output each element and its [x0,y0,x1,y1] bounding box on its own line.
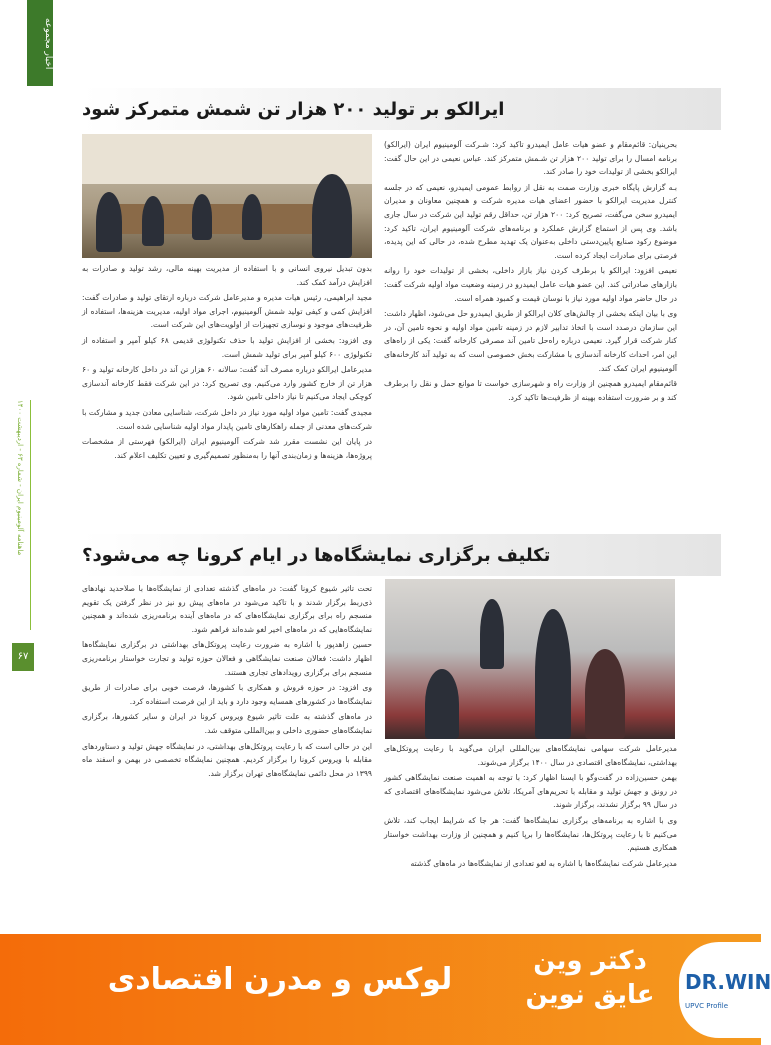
paragraph: وی افزود: بخشی از افزایش تولید با حذف تکنولوژی قدیمی ۶۸ کیلو آمپر و استفاده از تکنولوژی ۶۰۰ کیلو آمپر برای تولید شمش است. [82,335,372,359]
paragraph: مجیدی گفت: تامین مواد اولیه مورد نیاز در داخل شرکت، شناسایی معادن جدید و مشارکت با شرکت‌های معدنی از جمله راهکارهای تامین پایدار مواد اولیه شناسایی شده است. [82,407,372,431]
photo-person [585,649,625,739]
article2-exhibition-photo [385,579,675,739]
logo-text: DR.WIN [685,970,771,994]
photo-person [142,196,164,246]
article2-right-column [384,742,677,922]
logo-subtitle: UPVC Profile [685,1002,729,1010]
paragraph: وی با بیان اینکه بخشی از چالش‌های کلان ایرالکو از طریق ایمیدرو حل می‌شود، اظهار داشت: این سازمان درصدد است با اتخاذ تدابیر لازم در زمینه تامین مواد اولیه و نحوه تامین آن، در کنار شرکت قرار گیرد. نعیمی درباره راه‌حل تامین آند مصرفی کارخانه گفت: یکی از راه‌های این امر، احداث کارخانه آندسازی با مشارکت بخش خصوصی است که به تولید آند کارخانه‌های آلومینیوم ایران کمک کند. [384,309,677,373]
paragraph: این در حالی است که با رعایت پروتکل‌های بهداشتی، در نمایشگاه جهش تولید و دستاوردهای مقابله با ویروس کرونا را برگزار کردیم. همچنین نمایشگاه تخصصی در بهمن و اسفند ماه ۱۳۹۹ در محل دائمی نمایشگاه‌های تهران برگزار شد. [82,741,372,778]
page-number: ۶۷ [12,643,34,671]
article1-title-bar [82,88,721,130]
drwin-logo [679,942,771,1038]
article1-meeting-photo [82,134,372,258]
paragraph: در پایان این نشست مقرر شد شرکت آلومینیوم ایران (ایرالکو) فهرستی از مشخصات پروژه‌ها، هزینه‌ها و زمان‌بندی آنها را به‌منظور تصمیم‌گیری و تعیین تکلیف اعلام کند. [82,437,372,460]
paragraph: بهمن حسین‌زاده در گفت‌وگو با ایسنا اظهار کرد: با توجه به اهمیت صنعت نمایشگاهی کشور در رونق و جهش تولید و مقابله با تحریم‌های آمریکا، تلاش می‌شود نمایشگاه‌های اقتصادی که در سال ۹۹ برگزار نشدند، برگزار شوند. [384,773,677,810]
paragraph: تحت تاثیر شیوع کرونا گفت: در ماه‌های گذشته تعدادی از نمایشگاه‌ها با صلاحدید نهادهای ذی‌ربط برگزار شدند و با تاکید می‌شود در ماه‌های پیش رو نیز در نظر گرفتن یک تقویم منسجم راه برای برگزاری نمایشگاه‌های که در ماه‌های آینده برنامه‌ریزی شده‌اند و همچنین نمایشگاه‌هایی که در ماه‌های اخیر لغو شده‌اند فراهم شود. [82,584,372,634]
paragraph: وی افزود: در حوزه فروش و همکاری با کشورها، فرصت خوبی برای صادرات از طریق نمایشگاه‌ها در کشورهای همسایه وجود دارد و باید از این فرصت استفاده کرد. [82,683,372,706]
section-tab [27,0,53,86]
side-caption: ماهنامه آلومینیوم ایران - شماره ۶۳ - اردیبهشت ۱۴۰۰ [16,400,24,556]
article1-left-column [82,262,372,530]
advert-slogan: لوکس و مدرن اقتصادی [107,962,453,997]
paragraph: وی با اشاره به برنامه‌های برگزاری نمایشگاه‌ها گفت: هر جا که شرایط ایجاب کند، تلاش می‌کنیم تا با رعایت پروتکل‌ها، نمایشگاه‌ها را برپا کنیم و همچنین از وزارت بهداشت خواستار همکاری هستیم. [384,815,677,853]
paragraph: نعیمی افزود: ایرالکو با برطرف کردن نیاز بازار داخلی، بخشی از تولیدات خود را روانه بازارهای صادراتی کند. این عضو هیات عامل ایمیدرو در زمینه وضعیت مواد اولیه شرکت گفت: در حال حاضر مواد اولیه مورد نیاز با نوسان قیمت و کمبود همراه است. [384,266,677,303]
paragraph: بـه گزارش پایگاه خبری وزارت صمت به نقل از روابط عمومی ایمیدرو، نعیمی که در جلسه کنترل مدیریت ایرالکو با حضور اعضای هیات مدیره شرکت و همچنین معاونان و مدیران ایمیدرو سخن می‌گفت، تصریح کرد: ۲۰۰ هزار تن، حداقل رقم تولید این شرکت در سال جاری باشد. وی پس از استماع گزارش عملکرد و برنامه‌های شرکت آلومینیوم ایران، تاکید کرد: موضوع رکود صنایع پایین‌دستی داخلی به‌عنوان یک تهدید مطرح شده، در حالی که این پدیده، فرصتی برای صادرات ایجاد کرده است. [384,182,677,260]
paragraph: مدیرعامل ایرالکو درباره مصرف آند گفت: سالانه ۶۰ هزار تن آند در داخل کارخانه تولید و ۶۰ هزار تن از خارج کشور وارد می‌کنیم. وی تصریح کرد: در این شرکت فقط کارخانه آندسازی کوچکی ایجاد می‌کنیم تا نیاز داخلی تامین شود. [82,365,372,402]
article2-title: تکلیف برگزاری نمایشگاه‌ها در ایام کرونا چه می‌شود؟ [82,544,551,566]
paragraph: مجید ابراهیمی، رئیس هیات مدیره و مدیرعامل شرکت درباره ارتقای تولید و صادرات گفت: افزایش کمی و کیفی تولید شمش آلومینیوم، اجرای مواد اولیه، مدیریت هزینه‌ها، استفاده از ظرفیت‌های موجود و نوسازی تجهیزات از اولویت‌های این شرکت است. [82,293,372,330]
advert-brand [510,944,670,1012]
article1-right-column [384,138,677,531]
paragraph: مدیرعامل شرکت سهامی نمایشگاه‌های بین‌المللی ایران می‌گوید با رعایت پروتکل‌های بهداشتی، نمایشگاه‌های اقتصادی در سال ۱۴۰۰ برگزار می‌شوند. [384,744,677,767]
paragraph: قائم‌مقام ایمیدرو همچنین از وزارت راه و شهرسازی خواست تا موانع حمل و نقل را برطرف کند و بر ضرورت استفاده بهینه از ظرفیت‌ها تاکید کرد. [384,379,677,402]
paragraph: در ماه‌های گذشته به علت تاثیر شیوع ویروس کرونا در ایران و سایر کشورها، برگزاری نمایشگاه‌های حضوری داخلی و بین‌المللی متوقف شد. [82,712,372,735]
photo-person [192,194,212,240]
article2-title-bar [82,534,721,576]
photo-person [535,609,571,739]
photo-person [480,599,504,669]
photo-person [242,194,262,240]
paragraph: بدون تبدیل نیروی انسانی و با استفاده از مدیریت بهینه مالی، رشد تولید و صادرات به افزایش درآمد کمک کند. [82,264,372,287]
photo-person [96,192,122,252]
brand-line-1: دکتر وین [533,946,647,976]
article1-title: ایرالکو بر تولید ۲۰۰ هزار تن شمش متمرکز شود [82,98,505,120]
paragraph: حسین زاهدپور با اشاره به ضرورت رعایت پروتکل‌های بهداشتی در برگزاری نمایشگاه‌ها اظهار داشت: فعالان صنعت نمایشگاهی و فعالان حوزه تولید و تجارت خواستار برنامه‌ریزی منسجم برای برگزاری رویدادهای تجاری هستند. [82,640,372,677]
photo-person [312,174,352,258]
section-tab-label: اخبار مجموعه [43,18,53,70]
side-rule [30,400,31,630]
brand-line-2: عایق نوین [525,980,655,1010]
paragraph: مدیرعامل شرکت نمایشگاه‌ها با اشاره به لغو تعدادی از نمایشگاه‌ها در ماه‌های گذشته [410,858,677,868]
article2-left-column [82,582,372,922]
photo-person [425,669,459,739]
footer-advert [0,934,771,1045]
paragraph: بحرینیان: قائم‌مقام و عضو هیات عامل ایمیدرو تاکید کرد: شـرکت آلومینیوم ایران (ایرالکو) برنامه امسال را برای تولید ۲۰۰ هزار تن شـمش متمرکز کند. عباس نعیمی در این حال گفت: ایرالکو بخشی از تولیدات خود را صادر کند. [384,140,677,177]
